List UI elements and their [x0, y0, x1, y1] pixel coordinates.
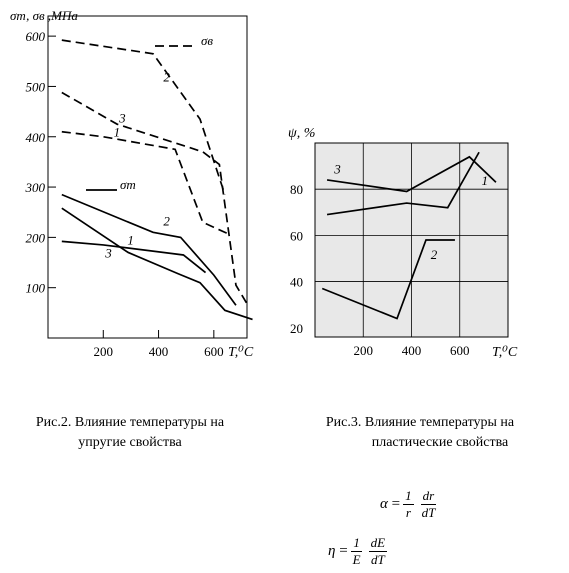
curve-label: 2 — [430, 246, 438, 262]
figure2-caption-line2: упругие свойства — [78, 435, 182, 450]
chart1-ytick-label: 600 — [25, 29, 45, 45]
eta-lhs: η — [328, 543, 336, 559]
alpha-fraction-1: $\frac{1}{r}$ — [405, 488, 412, 520]
chart1-text — [10, 8, 254, 360]
chart2-xtick-label: 200 — [353, 343, 373, 358]
alpha-fraction-2: $\frac{dr}{dT}$ — [421, 488, 436, 520]
chart1-ytick-label: 400 — [25, 129, 45, 145]
chart1-xtick-label: 400 — [148, 344, 169, 359]
chart1-ytick-label: 500 — [25, 79, 45, 95]
chart2-xlabel: T,⁰C — [492, 345, 518, 360]
chart1-ylabel: σт, σв ,МПа — [10, 8, 78, 23]
chart1-xtick-label: 600 — [204, 344, 224, 359]
eta-fraction-2: $\frac{dE}{dT}$ — [370, 535, 386, 567]
figure2-caption-line1: Рис.2. Влияние температуры на — [35, 415, 225, 430]
chart1-xlabel: T,⁰C — [228, 345, 254, 360]
chart2-xtick-label: 400 — [401, 343, 422, 358]
eta-formula: η = $\frac{1}{E}$ $\frac{dE}{dT}$ — [328, 535, 386, 567]
chart1-axes — [48, 16, 247, 338]
figure3-caption-line1: Рис.3. Влияние температуры на — [325, 415, 515, 430]
figure3-caption — [300, 413, 540, 453]
figure2-caption — [10, 413, 250, 453]
curve-label: 3 — [105, 245, 112, 261]
curve-label: 2 — [163, 213, 170, 229]
eta-fraction-1: $\frac{1}{E}$ — [352, 535, 361, 567]
chart2-ytick-label: 20 — [290, 320, 303, 336]
chart1-ytick-label: 300 — [25, 180, 45, 196]
figure3-caption-line2: пластические свойства — [371, 435, 509, 450]
chart2-ytick-label: 80 — [290, 182, 303, 198]
curve-label: 3 — [119, 110, 126, 126]
chart1-xtick-label: 200 — [93, 344, 114, 359]
chart2-ytick-label: 60 — [290, 228, 303, 244]
series-line — [62, 208, 253, 319]
alpha-formula: α = $\frac{1}{r}$ $\frac{dr}{dT}$ — [380, 488, 436, 520]
chart2-grid — [315, 143, 508, 337]
chart1-frame — [48, 16, 247, 338]
chart2-ylabel: ψ, % — [288, 126, 316, 141]
chart1-series — [62, 40, 253, 319]
series-line — [62, 40, 225, 194]
series-line — [62, 132, 231, 235]
legend-solid-label: σт — [120, 177, 136, 192]
chart1-ytick-label: 100 — [25, 280, 45, 296]
curve-label: 3 — [334, 161, 341, 177]
chart2-ytick-label: 40 — [290, 274, 303, 290]
legend-dashed-label: σв — [201, 33, 214, 48]
curve-label: 1 — [127, 232, 134, 248]
chart1-ytick-label: 200 — [25, 230, 45, 246]
curve-label: 2 — [163, 69, 170, 85]
curve-label: 1 — [481, 172, 488, 188]
curve-label: 1 — [113, 124, 121, 140]
series-line — [62, 92, 247, 303]
alpha-lhs: α — [380, 496, 388, 512]
chart2-xtick-label: 600 — [450, 343, 470, 358]
